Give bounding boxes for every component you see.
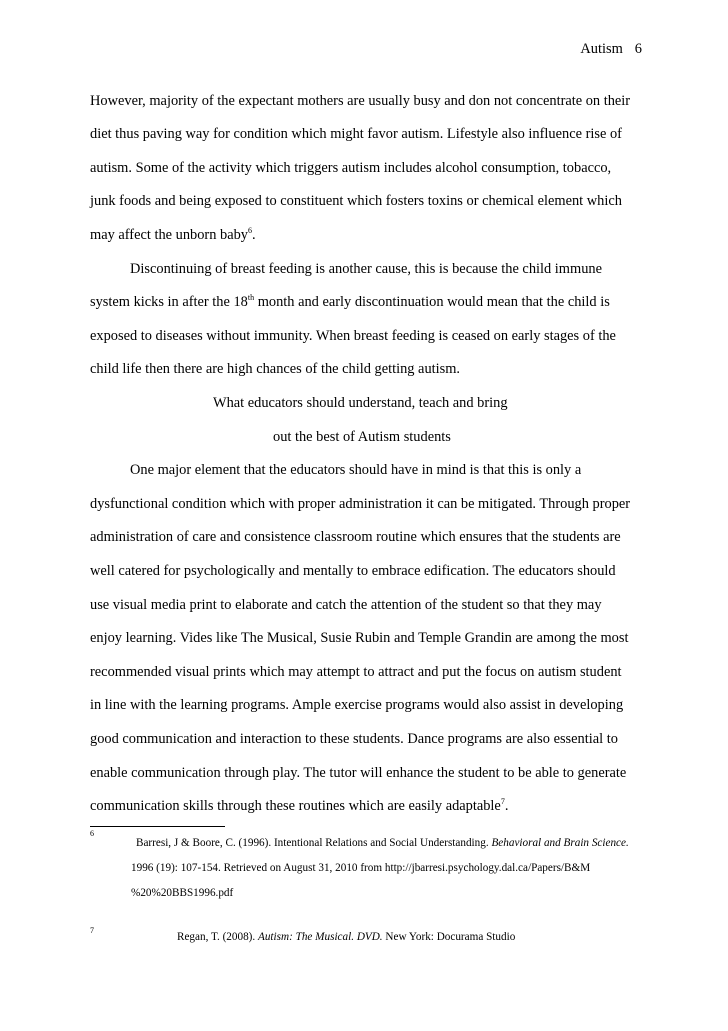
body-line: junk foods and being exposed to constituent which fosters toxins or chemical element which bbox=[90, 193, 622, 209]
body-text: system kicks in after the 18 bbox=[90, 294, 248, 310]
running-head: Autism bbox=[580, 41, 623, 57]
body-line: use visual media print to elaborate and catch the attention of the student so that they may bbox=[90, 597, 602, 613]
body-line: One major element that the educators should have in mind is that this is only a bbox=[130, 462, 582, 478]
footnote-ref: 6 bbox=[247, 226, 252, 236]
body-text: communication skills through these routines which are easily adaptable bbox=[90, 798, 501, 814]
punctuation: . bbox=[504, 798, 509, 814]
punctuation: . bbox=[251, 227, 256, 243]
page-header bbox=[580, 41, 642, 58]
footnote-separator bbox=[90, 826, 225, 827]
footnote-text: Regan, T. (2008). bbox=[177, 931, 256, 943]
ordinal-suffix: th bbox=[247, 293, 255, 303]
body-line bbox=[90, 226, 256, 244]
body-text: month and early discontinuation would mean that the child is bbox=[254, 294, 610, 310]
body-line: administration of care and consistence classroom routine which ensures that the students are bbox=[90, 529, 621, 545]
section-heading-cont: out the best of Autism students bbox=[273, 429, 451, 445]
body-line: dysfunctional condition which with proper administration it can be mitigated. Through proper bbox=[90, 496, 631, 512]
footnote-6-line1 bbox=[136, 836, 629, 850]
body-text: may affect the unborn baby bbox=[90, 227, 248, 243]
body-line: Discontinuing of breast feeding is another cause, this is because the child immune bbox=[130, 261, 602, 277]
footnote-6-line3: %20%20BBS1996.pdf bbox=[131, 887, 234, 899]
footnote-journal: Behavioral and Brain Science. bbox=[491, 837, 629, 849]
body-line: However, majority of the expectant mothers are usually busy and don not concentrate on their bbox=[90, 93, 631, 109]
body-line: enjoy learning. Vides like The Musical, Susie Rubin and Temple Grandin are among the most bbox=[90, 630, 629, 646]
section-heading: What educators should understand, teach and bring bbox=[213, 395, 508, 411]
footnote-number: 7 bbox=[90, 926, 94, 935]
footnote-6-line2: 1996 (19): 107-154. Retrieved on August 31, 2010 from http://jbarresi.psychology.dal.ca/Papers/B&M bbox=[131, 862, 591, 874]
body-line: well catered for psychologically and mentally to embrace edification. The educators should bbox=[90, 563, 616, 579]
body-line: enable communication through play. The tutor will enhance the student to be able to generate bbox=[90, 765, 627, 781]
body-line: diet thus paving way for condition which might favor autism. Lifestyle also influence rise of bbox=[90, 126, 622, 142]
footnote-number: 6 bbox=[90, 829, 94, 838]
footnote-text: New York: Docurama Studio bbox=[385, 931, 516, 943]
body-line bbox=[90, 293, 610, 311]
body-line: good communication and interaction to these students. Dance programs are also essential to bbox=[90, 731, 618, 747]
body-line: exposed to diseases without immunity. When breast feeding is ceased on early stages of the bbox=[90, 328, 616, 344]
body-line: in line with the learning programs. Ample exercise programs would also assist in developing bbox=[90, 697, 624, 713]
footnote-text: Barresi, J & Boore, C. (1996). Intentional Relations and Social Understanding. bbox=[136, 837, 489, 849]
footnote-7-line1 bbox=[177, 930, 515, 944]
footnote-ref: 7 bbox=[500, 797, 505, 807]
body-line bbox=[90, 797, 508, 815]
body-line: child life then there are high chances of the child getting autism. bbox=[90, 361, 461, 377]
body-line: recommended visual prints which may attempt to attract and put the focus on autism student bbox=[90, 664, 622, 680]
page-number: 6 bbox=[634, 41, 642, 57]
body-line: autism. Some of the activity which triggers autism includes alcohol consumption, tobacco, bbox=[90, 160, 612, 176]
footnote-title: Autism: The Musical. DVD. bbox=[258, 931, 383, 943]
